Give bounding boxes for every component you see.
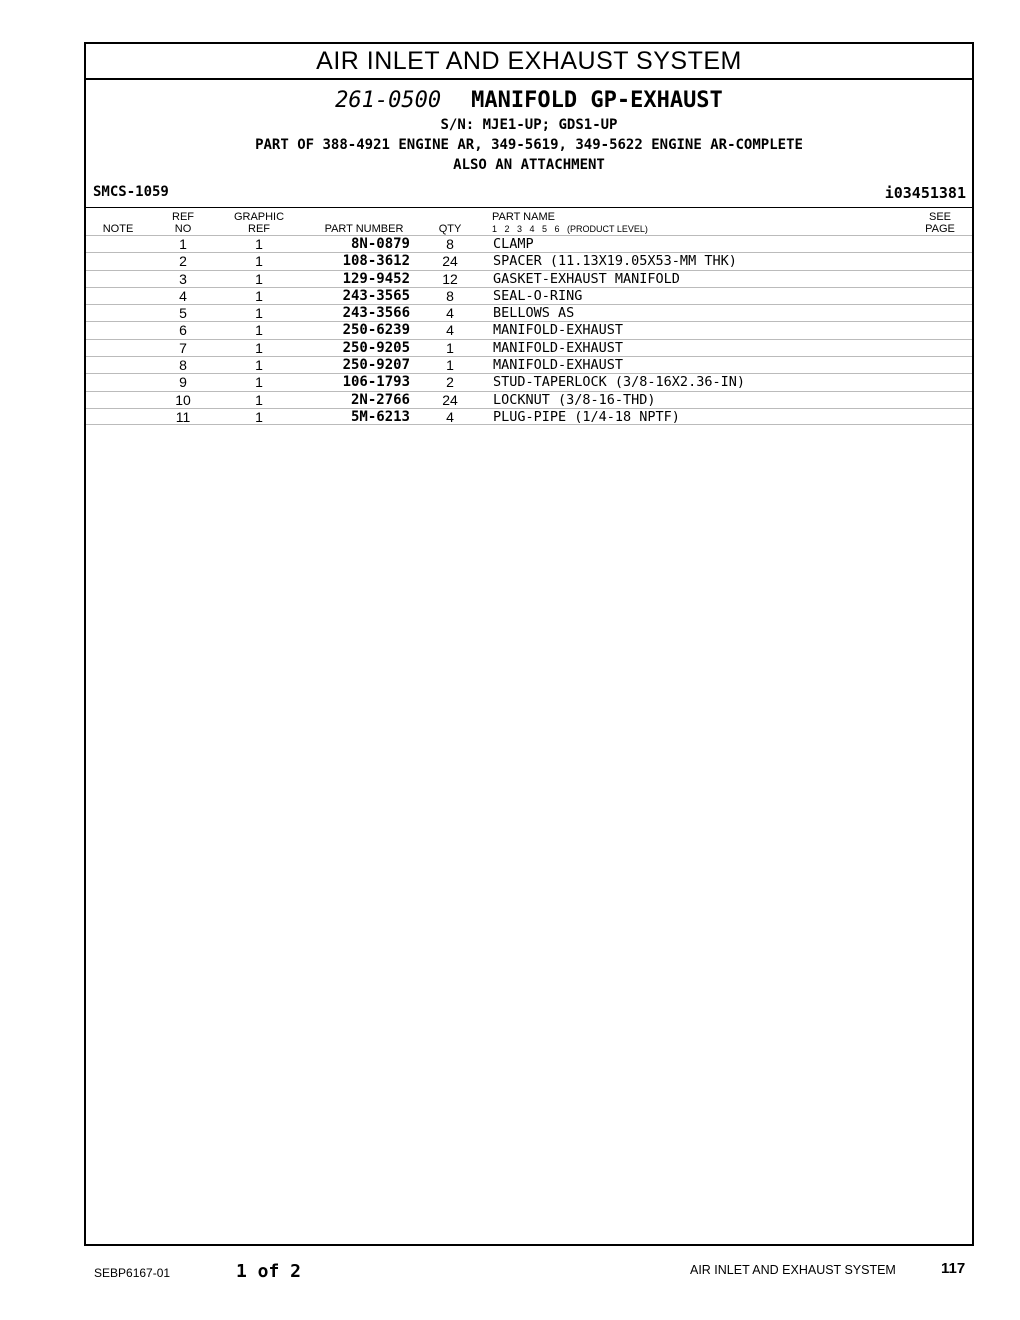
qty-cell: 24 [442, 253, 458, 270]
ref-no-cell: 3 [179, 270, 187, 287]
part-number-cell: 243-3566 [342, 305, 410, 322]
graphic-ref-cell: 1 [255, 357, 263, 374]
part-number-cell: 2N-2766 [350, 391, 410, 408]
part-name-cell: SPACER (11.13X19.05X53-MM THK) [493, 253, 737, 270]
col-header-graphic-ref: GRAPHIC REF [233, 211, 285, 235]
part-number-cell: 5M-6213 [350, 408, 410, 425]
col-header-part-name: PART NAME [492, 211, 555, 223]
graphic-ref-cell: 1 [255, 236, 263, 252]
part-name-cell: MANIFOLD-EXHAUST [493, 322, 624, 339]
qty-cell: 4 [446, 408, 454, 425]
table-row [86, 252, 972, 269]
col-header-part-number: PART NUMBER [324, 223, 404, 235]
graphic-ref-cell: 1 [255, 391, 263, 408]
qty-cell: 8 [446, 287, 454, 304]
part-of-line: PART OF 388-4921 ENGINE AR, 349-5619, 349-5622 ENGINE AR-COMPLETE [255, 137, 803, 153]
table-row [86, 356, 972, 373]
graphic-ref-cell: 1 [255, 339, 263, 356]
table-row [86, 339, 972, 356]
qty-cell: 2 [446, 374, 454, 391]
part-name-cell: LOCKNUT (3/8-16-THD) [493, 391, 656, 408]
part-number-cell: 108-3612 [342, 253, 410, 270]
section-title: AIR INLET AND EXHAUST SYSTEM [86, 44, 972, 80]
graphic-ref-cell: 1 [255, 408, 263, 425]
qty-cell: 1 [446, 357, 454, 374]
part-name-cell: CLAMP [493, 236, 534, 252]
graphic-ref-cell: 1 [255, 322, 263, 339]
part-name-cell: MANIFOLD-EXHAUST [493, 339, 624, 356]
smcs-code: SMCS-1059 [93, 184, 169, 200]
page-of: 1 of 2 [236, 1261, 302, 1282]
graphic-ref-cell: 1 [255, 374, 263, 391]
ref-no-cell: 8 [179, 357, 187, 374]
attachment-line: ALSO AN ATTACHMENT [453, 157, 605, 173]
part-number-cell: 8N-0879 [350, 236, 410, 252]
ref-no-cell: 9 [179, 374, 187, 391]
parts-table [86, 235, 972, 425]
part-name-cell: GASKET-EXHAUST MANIFOLD [493, 270, 680, 287]
col-header-ref-no: REF NO [172, 211, 194, 235]
col-header-qty: QTY [438, 223, 462, 235]
col-header-note: NOTE [102, 223, 134, 235]
part-number-cell: 250-9207 [342, 357, 410, 374]
table-row [86, 270, 972, 287]
table-row [86, 373, 972, 390]
group-heading [86, 88, 972, 114]
part-number-cell: 250-9205 [342, 339, 410, 356]
illustration-id: i03451381 [884, 184, 966, 202]
graphic-ref-cell: 1 [255, 270, 263, 287]
group-name: MANIFOLD GP-EXHAUST [471, 88, 723, 113]
group-number: 261-0500 [335, 88, 442, 113]
ref-no-cell: 7 [179, 339, 187, 356]
serial-range: S/N: MJE1-UP; GDS1-UP [440, 117, 618, 133]
part-number-cell: 129-9452 [342, 270, 410, 287]
ref-no-cell: 4 [179, 287, 187, 304]
qty-cell: 8 [446, 236, 454, 252]
col-header-see-page: SEE PAGE [925, 211, 955, 235]
page-frame [84, 42, 974, 1246]
table-row [86, 287, 972, 304]
ref-no-cell: 2 [179, 253, 187, 270]
ref-no-cell: 10 [175, 391, 191, 408]
table-row [86, 304, 972, 321]
ref-no-cell: 1 [179, 236, 187, 252]
part-number-cell: 106-1793 [342, 374, 410, 391]
part-name-cell: BELLOWS AS [493, 305, 575, 322]
qty-cell: 12 [442, 270, 458, 287]
document-number: SEBP6167-01 [94, 1266, 171, 1280]
part-name-cell: STUD-TAPERLOCK (3/8-16X2.36-IN) [493, 374, 745, 391]
table-row [86, 235, 972, 252]
qty-cell: 4 [446, 322, 454, 339]
header-divider [86, 207, 972, 208]
page-number: 117 [941, 1260, 966, 1277]
part-number-cell: 250-6239 [342, 322, 410, 339]
ref-no-cell: 6 [179, 322, 187, 339]
qty-cell: 4 [446, 305, 454, 322]
graphic-ref-cell: 1 [255, 305, 263, 322]
table-row [86, 408, 972, 425]
ref-no-cell: 5 [179, 305, 187, 322]
footer-section: AIR INLET AND EXHAUST SYSTEM [690, 1263, 896, 1277]
qty-cell: 1 [446, 339, 454, 356]
part-name-cell: PLUG-PIPE (1/4-18 NPTF) [493, 408, 680, 425]
table-row [86, 321, 972, 338]
part-name-cell: MANIFOLD-EXHAUST [493, 357, 624, 374]
qty-cell: 24 [442, 391, 458, 408]
graphic-ref-cell: 1 [255, 287, 263, 304]
graphic-ref-cell: 1 [255, 253, 263, 270]
part-name-cell: SEAL-O-RING [493, 287, 583, 304]
col-header-product-level: 1 2 3 4 5 6 (PRODUCT LEVEL) [492, 224, 648, 234]
part-number-cell: 243-3565 [342, 287, 410, 304]
table-row [86, 391, 972, 408]
ref-no-cell: 11 [175, 408, 191, 425]
